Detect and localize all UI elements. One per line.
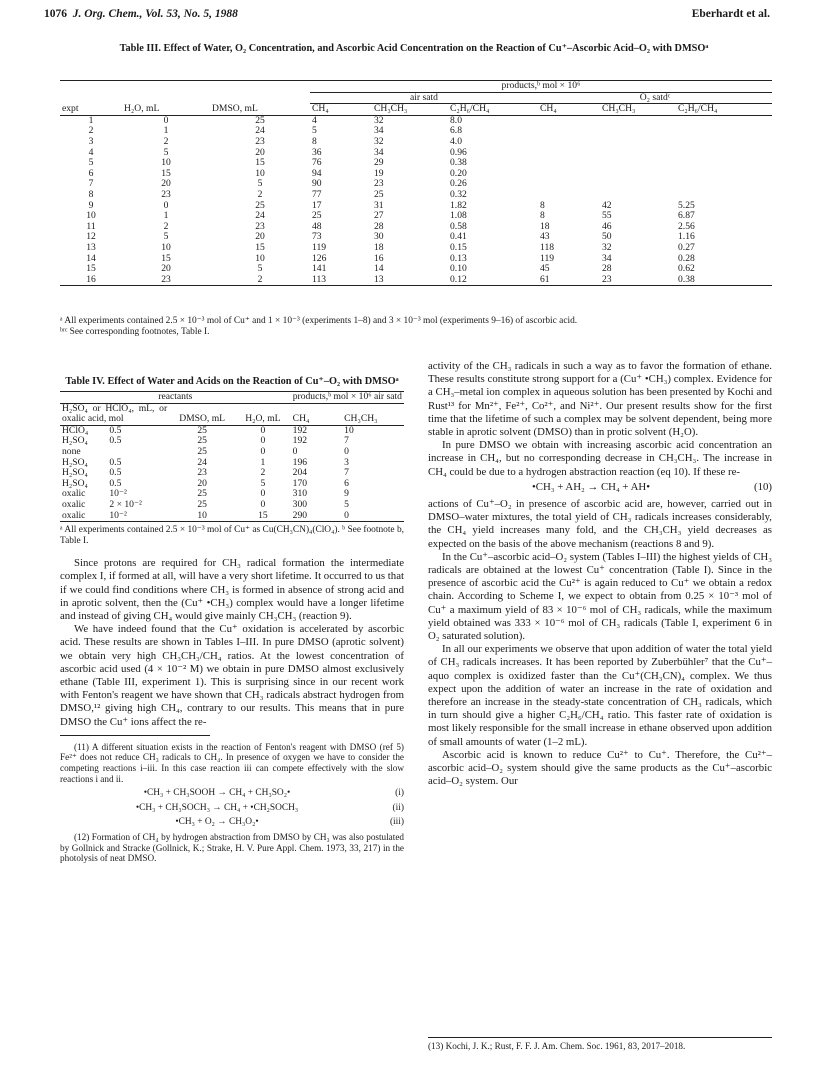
table3-cell: 2.56 — [678, 220, 695, 232]
header-left — [44, 8, 238, 20]
table3-cell: 1.82 — [450, 199, 467, 211]
table4-cell: 0 — [344, 445, 349, 457]
table4-cell: 0 — [292, 445, 298, 457]
table3-cell: 0.38 — [450, 157, 467, 169]
table3-cell: 77 — [312, 188, 322, 200]
table3-row — [60, 275, 772, 286]
table3-cell: 0.62 — [678, 263, 695, 275]
table3-cell — [538, 190, 600, 201]
table4-col-acid: H₂SO₄ or HClO₄, mL, or oxalic acid, mol — [62, 402, 168, 425]
table3-cell: 46 — [602, 220, 612, 232]
table3-body — [60, 115, 772, 286]
table3-cell: 14 — [86, 252, 96, 264]
table3-cell: 55 — [602, 210, 612, 222]
table4-cell: 10⁻² — [107, 511, 169, 522]
table3-col-header: CH₃CH₃ — [600, 104, 676, 116]
table4-row — [60, 511, 404, 522]
table3-cell: 90 — [312, 178, 322, 190]
table4-row — [60, 436, 404, 447]
table3-cell: 23 — [374, 178, 384, 190]
table3-cell — [676, 137, 772, 148]
table4-cell: 192 — [292, 424, 308, 436]
table3-cell: 119 — [312, 241, 327, 253]
table4-cell: H₂SO₄ — [62, 477, 88, 489]
table3-cell — [600, 148, 676, 159]
table3-cell — [600, 158, 676, 169]
table3-cell: 1.16 — [678, 231, 695, 243]
table3-cell: 0.58 — [450, 220, 467, 232]
table4-cell: 10 — [169, 511, 235, 522]
table3-cell: 19 — [374, 167, 384, 179]
equation-i — [60, 788, 404, 799]
table3-footnotes — [60, 316, 772, 338]
table3-cell: 2 — [88, 125, 94, 137]
table3-cell: 5 — [163, 146, 169, 158]
table4-cell: 2 × 10⁻² — [109, 498, 142, 510]
table3-cell: 0 — [163, 199, 169, 211]
table4-cell: 170 — [292, 477, 308, 489]
table3-cell — [538, 148, 600, 159]
table3-cell: 0.12 — [448, 275, 538, 286]
table3-cell — [676, 126, 772, 137]
table4-cell: 5 — [260, 477, 266, 489]
table3-cell: 30 — [374, 231, 384, 243]
table3-cell: 27 — [374, 210, 384, 222]
table3-o2-header: O₂ satdᶜ — [538, 92, 772, 104]
table3-cell: 15 — [86, 263, 96, 275]
table4-cell: H₂SO₄ — [62, 467, 88, 479]
table3-cell: 25 — [312, 210, 322, 222]
right-column — [428, 360, 772, 789]
table3-cell: 32 — [602, 241, 612, 253]
right-paragraph-4: In the Cu⁺–ascorbic acid–O₂ system (Tables I–III) the highest yields of CH₃ radicals are obtained at the lowest Cu⁺ concentration (Table I). Since in the presence of ascorbic acid the Cu²⁺ is again reduced to Cu⁺ we obtain a redox chain. According to Scheme I, we expect to obtain from 0.25 × 10⁻³ mol of Cu⁺ a maximum yield of 83 × 10⁻⁶ mol of CH₃ radicals, while the maximum yield obtained was 333 × 10⁻⁶ mol of CH₃ radicals (Table I, experiment 6 in O₂ saturated solution). — [428, 550, 772, 643]
equation-i-number: (i) — [395, 788, 404, 799]
table3-cell — [600, 137, 676, 148]
table3-cell: 0.96 — [450, 146, 467, 158]
table4-cell: 0.5 — [109, 435, 122, 447]
table3-col-header: expt — [60, 104, 122, 116]
table3-cell: 24 — [255, 210, 265, 222]
table4-cell: 20 — [197, 477, 207, 489]
table3-col-header: CH₄ — [538, 104, 600, 116]
table3-cell: 94 — [312, 167, 322, 179]
header-authors: Eberhardt et al. — [691, 8, 770, 20]
table4-cell: H₂SO₄ — [62, 456, 88, 468]
table3-row — [60, 137, 772, 148]
table4-cell: 23 — [197, 467, 207, 479]
table3-cell — [538, 137, 600, 148]
table4-cell: 7 — [344, 435, 349, 447]
table3-products-header: products,ᵇ mol × 10⁶ — [310, 81, 772, 93]
table4-cell: 3 — [344, 456, 349, 468]
table3-column-headers — [60, 104, 772, 116]
table3-cell: 7 — [88, 178, 94, 190]
table3-cell: 18 — [374, 241, 384, 253]
table4-cell: 9 — [344, 488, 349, 500]
table3-cell: 2 — [257, 188, 263, 200]
table3-cell: 0.15 — [450, 241, 467, 253]
table3-cell — [676, 148, 772, 159]
table3-cell: 8 — [540, 210, 545, 222]
table3-col-header: CH₃CH₃ — [372, 104, 448, 116]
table4-row — [60, 447, 404, 458]
table3-cell: 10 — [161, 241, 171, 253]
table3-cell: 20 — [161, 178, 171, 190]
table4-cell: 7 — [344, 467, 349, 479]
table3-cell — [676, 179, 772, 190]
table3-cell — [676, 158, 772, 169]
equation-iii-number: (iii) — [389, 817, 404, 828]
table3-cell: 0.41 — [450, 231, 467, 243]
table3-cell — [538, 126, 600, 137]
table3-cell: 76 — [312, 157, 322, 169]
table3-cell: 45 — [540, 263, 550, 275]
table3-cell: 20 — [255, 231, 265, 243]
table4-cell: 290 — [291, 511, 342, 522]
table3-cell: 4.0 — [450, 135, 462, 147]
table3-cell — [600, 190, 676, 201]
table3-cell: 16 — [374, 252, 384, 264]
table4-cell: 25 — [197, 424, 207, 436]
table4-cell: 6 — [344, 477, 349, 489]
table4-body — [60, 425, 404, 521]
table4-cell: 0 — [260, 424, 266, 436]
table3-cell: 2 — [163, 220, 169, 232]
equation-10-number: (10) — [754, 480, 772, 493]
equation-iii — [60, 817, 404, 828]
table4-cell: 25 — [197, 435, 207, 447]
table3-cell: 20 — [161, 263, 171, 275]
table3-cell: 23 — [255, 135, 265, 147]
table3-cell: 113 — [310, 275, 372, 286]
equation-ii-number: (ii) — [392, 802, 404, 813]
equation-ii — [60, 803, 404, 814]
table3-cell: 0.13 — [450, 252, 467, 264]
table3-cell: 13 — [372, 275, 448, 286]
table3 — [60, 80, 772, 286]
table3-cell — [600, 179, 676, 190]
table4-cell: 1 — [260, 456, 266, 468]
table3-cell: 1 — [88, 114, 94, 126]
right-paragraph-2: In pure DMSO we obtain with increasing ascorbic acid concentration an increase in CH₄, but no corresponding decrease in CH₃CH₃. The increase in CH₄ could be due to a hydrogen abstraction reaction (eq 10). If these re- — [428, 439, 772, 478]
table3-cell: 31 — [374, 199, 384, 211]
table3-row — [60, 190, 772, 201]
table3-cell — [676, 190, 772, 201]
table3-cell: 10 — [255, 252, 265, 264]
table3-cell: 32 — [374, 135, 384, 147]
table3-cell: 73 — [312, 231, 322, 243]
table3-cell: 0.28 — [678, 252, 695, 264]
table3-cell: 29 — [374, 157, 384, 169]
table4-cell: 24 — [197, 456, 207, 468]
table4-cell: 10 — [344, 424, 354, 436]
table3-air-header: air satd — [310, 92, 538, 104]
table3-title: Table III. Effect of Water, O₂ Concentration, and Ascorbic Acid Concentration on the Reaction of Cu⁺–Ascorbic Acid–O₂ with DMSOᵃ — [119, 43, 709, 54]
table3-cell: 25 — [255, 114, 265, 126]
table3-cell: 15 — [161, 252, 171, 264]
equation-iii-text: •CH₃ + O₂ → CH₃O₂• — [175, 817, 259, 828]
table3-cell: 25 — [374, 188, 384, 200]
table3-col-header: H₂O, mL — [122, 104, 210, 116]
left-paragraph-1: Since protons are required for CH₃ radical formation the intermediate complex I, if formed at all, will have a very short lifetime. It occurred to us that if we could find conditions where CH₃ is formed in absence of strong acid and in aprotic solvent, then the (Cu⁺ •CH₃) complex would have a longer lifetime and instead of giving CH₄ would give mainly CH₃CH₃ (reaction 9). — [60, 557, 404, 622]
table3-cell — [538, 115, 600, 126]
table3-cell: 9 — [88, 199, 94, 211]
table4-footnote: ᵃ All experiments contained 2.5 × 10⁻³ mol of Cu⁺ as Cu(CH₃CN)₄(ClO₄). ᵇ See footnote b, Table I. — [60, 525, 404, 547]
table3-cell: 48 — [312, 220, 322, 232]
equation-ii-text: •CH₃ + CH₃SOCH₃ → CH₄ + •CH₂SOCH₃ — [135, 802, 299, 813]
table4-reactants-header: reactants — [60, 392, 291, 404]
table3-cell: 34 — [374, 125, 384, 137]
table4-cell: oxalic — [62, 498, 86, 510]
table4-cell — [107, 447, 169, 458]
table4-title: Table IV. Effect of Water and Acids on the Reaction of Cu⁺–O₂ with DMSOᵃ — [65, 376, 399, 387]
table4-cell: none — [62, 445, 81, 457]
table4-cell: oxalic — [60, 511, 107, 522]
table4-cell: 0.5 — [109, 477, 122, 489]
table3-col-header: DMSO, mL — [210, 104, 310, 116]
table3-cell: 13 — [86, 241, 96, 253]
table4-row — [60, 500, 404, 511]
footnote-12: (12) Formation of CH₄ by hydrogen abstraction from DMSO by CH₃ was also postulated by Gollnick and Stracke (Gollnick, K.; Strake, H. V. Pure Appl. Chem. 1973, 33, 217) in the photolysis of neat DMSO. — [60, 831, 404, 864]
table3-cell: 0.20 — [450, 167, 467, 179]
table3-col-header: CH₄ — [310, 104, 372, 116]
table3-cell — [538, 169, 600, 180]
table4-cell: 0.5 — [109, 467, 122, 479]
table4-col-ch3ch3: CH₃CH₃ — [342, 404, 404, 426]
table3-cell: 4 — [88, 146, 94, 158]
table3-cell: 0.10 — [450, 263, 467, 275]
right-paragraph-5: In all our experiments we observe that upon addition of water the total yield of CH₃ radicals increases. It has been reported by Zuberbühler⁷ that the Cu⁺–aquo complex is oxidized faster than the Cu⁺(CH₃CN)₄ complex. We thus expect upon the addition of water an increase in the rate of oxidation and therefore an increase in the steady-state concentration of CH₃ radicals, which in turn should give a higher C₂H₆/CH₄ ratio. This faster rate of oxidation is most likely responsible for the small increase in ethane observed upon addition of small amounts of water (1–2 mL). — [428, 643, 772, 748]
table3-cell: 23 — [122, 275, 210, 286]
table3-cell: 32 — [374, 114, 384, 126]
table3-cell: 6.8 — [450, 125, 462, 137]
table3-cell: 1 — [163, 125, 169, 137]
table4-cell: 196 — [292, 456, 308, 468]
table3-cell: 10 — [255, 167, 265, 179]
table3-cell: 8 — [540, 199, 545, 211]
table3-cell: 5 — [88, 157, 94, 169]
table3-cell: 0.27 — [678, 241, 695, 253]
table3-cell: 36 — [312, 146, 322, 158]
table4 — [60, 391, 404, 522]
table3-cell — [600, 169, 676, 180]
table3-cell: 6 — [88, 167, 94, 179]
page-number: 1076 — [44, 8, 67, 20]
table3-cell: 5 — [163, 231, 169, 243]
table3-cell: 5 — [257, 178, 263, 190]
table3-cell — [538, 158, 600, 169]
table4-cell: 0 — [260, 435, 266, 447]
table3-cell — [600, 115, 676, 126]
table3-cell: 20 — [255, 146, 265, 158]
table4-cell: 0.5 — [109, 456, 122, 468]
equation-10 — [428, 481, 772, 494]
table3-cell: 1.08 — [450, 210, 467, 222]
table4-cell: 15 — [235, 511, 291, 522]
left-paragraph-2: We have indeed found that the Cu⁺ oxidation is accelerated by ascorbic acid. These results are shown in Tables I–III. In pure DMSO (aprotic solvent) we obtain very high CH₃CH₃/CH₄ ratios. At the lowest concentration of ascorbic acid used (4 × 10⁻² M) we obtain in pure DMSO almost exclusively ethane (Table III, experiment 1). This is surprising since in our recent work with Fenton's reagent we have shown that CH₃ radicals abstract hydrogen from DMSO,¹² giving high CH₄, contrary to our results. This means that in pure DMSO the Cu⁺ ions affect the re- — [60, 623, 404, 728]
table4-cell: 25 — [197, 488, 207, 500]
table3-cell: 17 — [312, 199, 322, 211]
table3-cell: 4 — [312, 114, 317, 126]
table3-cell: 12 — [86, 231, 96, 243]
table4-cell: 204 — [292, 467, 308, 479]
table3-row — [60, 243, 772, 254]
footnote-divider — [60, 735, 210, 736]
table3-cell: 25 — [255, 199, 265, 211]
table4-col-h2o: H₂O, mL — [235, 404, 291, 426]
table3-cell: 14 — [374, 263, 384, 275]
table3-col-header: C₂H₆/CH₄ — [448, 104, 538, 116]
table3-cell: 0.26 — [450, 178, 467, 190]
table3-cell — [676, 115, 772, 126]
table3-cell: 0.38 — [676, 275, 772, 286]
table4-col-ch4: CH₄ — [291, 404, 342, 426]
table3-cell: 23 — [600, 275, 676, 286]
table3-cell: 141 — [312, 263, 327, 275]
table4-cell: H₂SO₄ — [62, 435, 88, 447]
table3-cell: 1 — [163, 210, 169, 222]
table3-cell: 15 — [255, 241, 265, 253]
table3-cell: 8 — [312, 135, 317, 147]
table4-cell: 0 — [260, 498, 266, 510]
table3-cell: 0.32 — [450, 188, 467, 200]
table3-cell: 23 — [161, 188, 171, 200]
equation-10-text: •CH₃ + AH₂ → CH₄ + AH• — [531, 480, 651, 493]
table3-cell: 0 — [163, 114, 169, 126]
footnote-11: (11) A different situation exists in the reaction of Fenton's reagent with DMSO (ref 5) Fe²⁺ does not reduce CH₃ radicals to CH₄. In presence of oxygen we have to consider the competing reactions i–iii. In this case reaction iii can compete effectively with the slow reactions i and ii. — [60, 741, 404, 784]
table3-cell: 5 — [257, 263, 263, 275]
table4-products-header: products,ᵇ mol × 10⁶ air satd — [291, 392, 404, 404]
running-header — [44, 8, 770, 24]
table3-cell: 5.25 — [678, 199, 695, 211]
table4-cell: 0 — [342, 511, 404, 522]
table3-cell: 23 — [255, 220, 265, 232]
table3-cell: 34 — [374, 146, 384, 158]
table3-footnote-bc: ᵇʳᶜ See corresponding footnotes, Table I. — [60, 327, 210, 337]
table4-cell: 10⁻² — [109, 488, 127, 500]
table4-cell: 2 — [260, 467, 266, 479]
right-paragraph-6: Ascorbic acid is known to reduce Cu²⁺ to Cu⁺. Therefore, the Cu²⁺–ascorbic acid–O₂ system should give the same products as the Cu⁺–ascorbic acid–O₂ system. Our — [428, 748, 772, 788]
table3-cell: 16 — [60, 275, 122, 286]
journal-citation: J. Org. Chem., Vol. 53, No. 5, 1988 — [72, 8, 238, 20]
table3-col-header: C₂H₆/CH₄ — [676, 104, 772, 116]
left-footnotes — [60, 742, 404, 864]
table3-cell: 28 — [602, 263, 612, 275]
table4-col-dmso: DMSO, mL — [169, 404, 235, 426]
table3-cell: 118 — [540, 241, 555, 253]
table3-cell: 42 — [602, 199, 612, 211]
table4-cell: 300 — [292, 498, 308, 510]
table3-cell: 11 — [86, 220, 96, 232]
table3-cell: 5 — [312, 125, 317, 137]
table3-cell: 15 — [161, 167, 171, 179]
table3-footnote-a: ᵃ All experiments contained 2.5 × 10⁻³ mol of Cu⁺ and 1 × 10⁻³ (experiments 1–8) and 3 × 10⁻³ mol (experiments 9–16) of ascorbic acid. — [60, 316, 578, 326]
table4-cell: 192 — [292, 435, 308, 447]
table3-cell: 61 — [538, 275, 600, 286]
table4-cell: 310 — [292, 488, 308, 500]
equation-i-text: •CH₃ + CH₃SOOH → CH₄ + CH₃SO₂• — [143, 788, 291, 799]
table3-cell: 43 — [540, 231, 550, 243]
table3-cell — [600, 126, 676, 137]
right-paragraph-3: actions of Cu⁺–O₂ in presence of ascorbic acid are, however, carried out in DMSO–water mixtures, the total yield of CH₃ radicals increases considerably, the CH₄ yield increases many fold, and the CH₃CH₃ yield decreases as expected on the basis of the above mechanism (reactions 8 and 9). — [428, 498, 772, 550]
left-column — [60, 372, 404, 864]
table3-cell: 28 — [374, 220, 384, 232]
footnote-13: (13) Kochi, J. K.; Rust, F. F. J. Am. Chem. Soc. 1961, 83, 2017–2018. — [428, 1037, 772, 1052]
table4-cell: 5 — [344, 498, 349, 510]
table3-cell: 126 — [312, 252, 327, 264]
table3-cell: 8 — [88, 188, 94, 200]
table3-cell: 24 — [255, 125, 265, 137]
table4-cell: 0 — [260, 488, 266, 500]
table3-cell — [538, 179, 600, 190]
table3-cell: 2 — [163, 135, 169, 147]
table4-cell: 25 — [197, 498, 207, 510]
table3-cell: 50 — [602, 231, 612, 243]
table3-cell — [676, 169, 772, 180]
table3-cell: 15 — [255, 157, 265, 169]
table3-cell: 18 — [540, 220, 550, 232]
table4-cell: HClO₄ — [62, 424, 89, 436]
table3-cell: 2 — [210, 275, 310, 286]
table3-cell: 6.87 — [678, 210, 695, 222]
table4-cell: 0 — [260, 445, 266, 457]
table3-cell: 3 — [88, 135, 94, 147]
table4-cell: oxalic — [62, 488, 86, 500]
table3-cell: 8.0 — [450, 114, 462, 126]
table3-cell: 10 — [86, 210, 96, 222]
table4-cell: 25 — [197, 445, 207, 457]
right-paragraph-1: activity of the CH₃ radicals in such a way as to favor the formation of ethane. These results constitute strong support for a (Cu⁺ •CH₃) complex. Evidence for a CH₃–metal ion complex in aqueous solution has been presented by Kochi and Rust¹³ for Mn²⁺, Fe²⁺, Co²⁺, and Ni²⁺. Our present results show for the first time that the lifetime of such a complex may be solvent dependent, being more stable in aprotic solvent (DMSO) than in protic solvent (H₂O). — [428, 360, 772, 439]
table3-cell: 34 — [602, 252, 612, 264]
table3-cell: 119 — [540, 252, 555, 264]
table3-cell: 10 — [161, 157, 171, 169]
table4-cell: 0.5 — [109, 424, 122, 436]
